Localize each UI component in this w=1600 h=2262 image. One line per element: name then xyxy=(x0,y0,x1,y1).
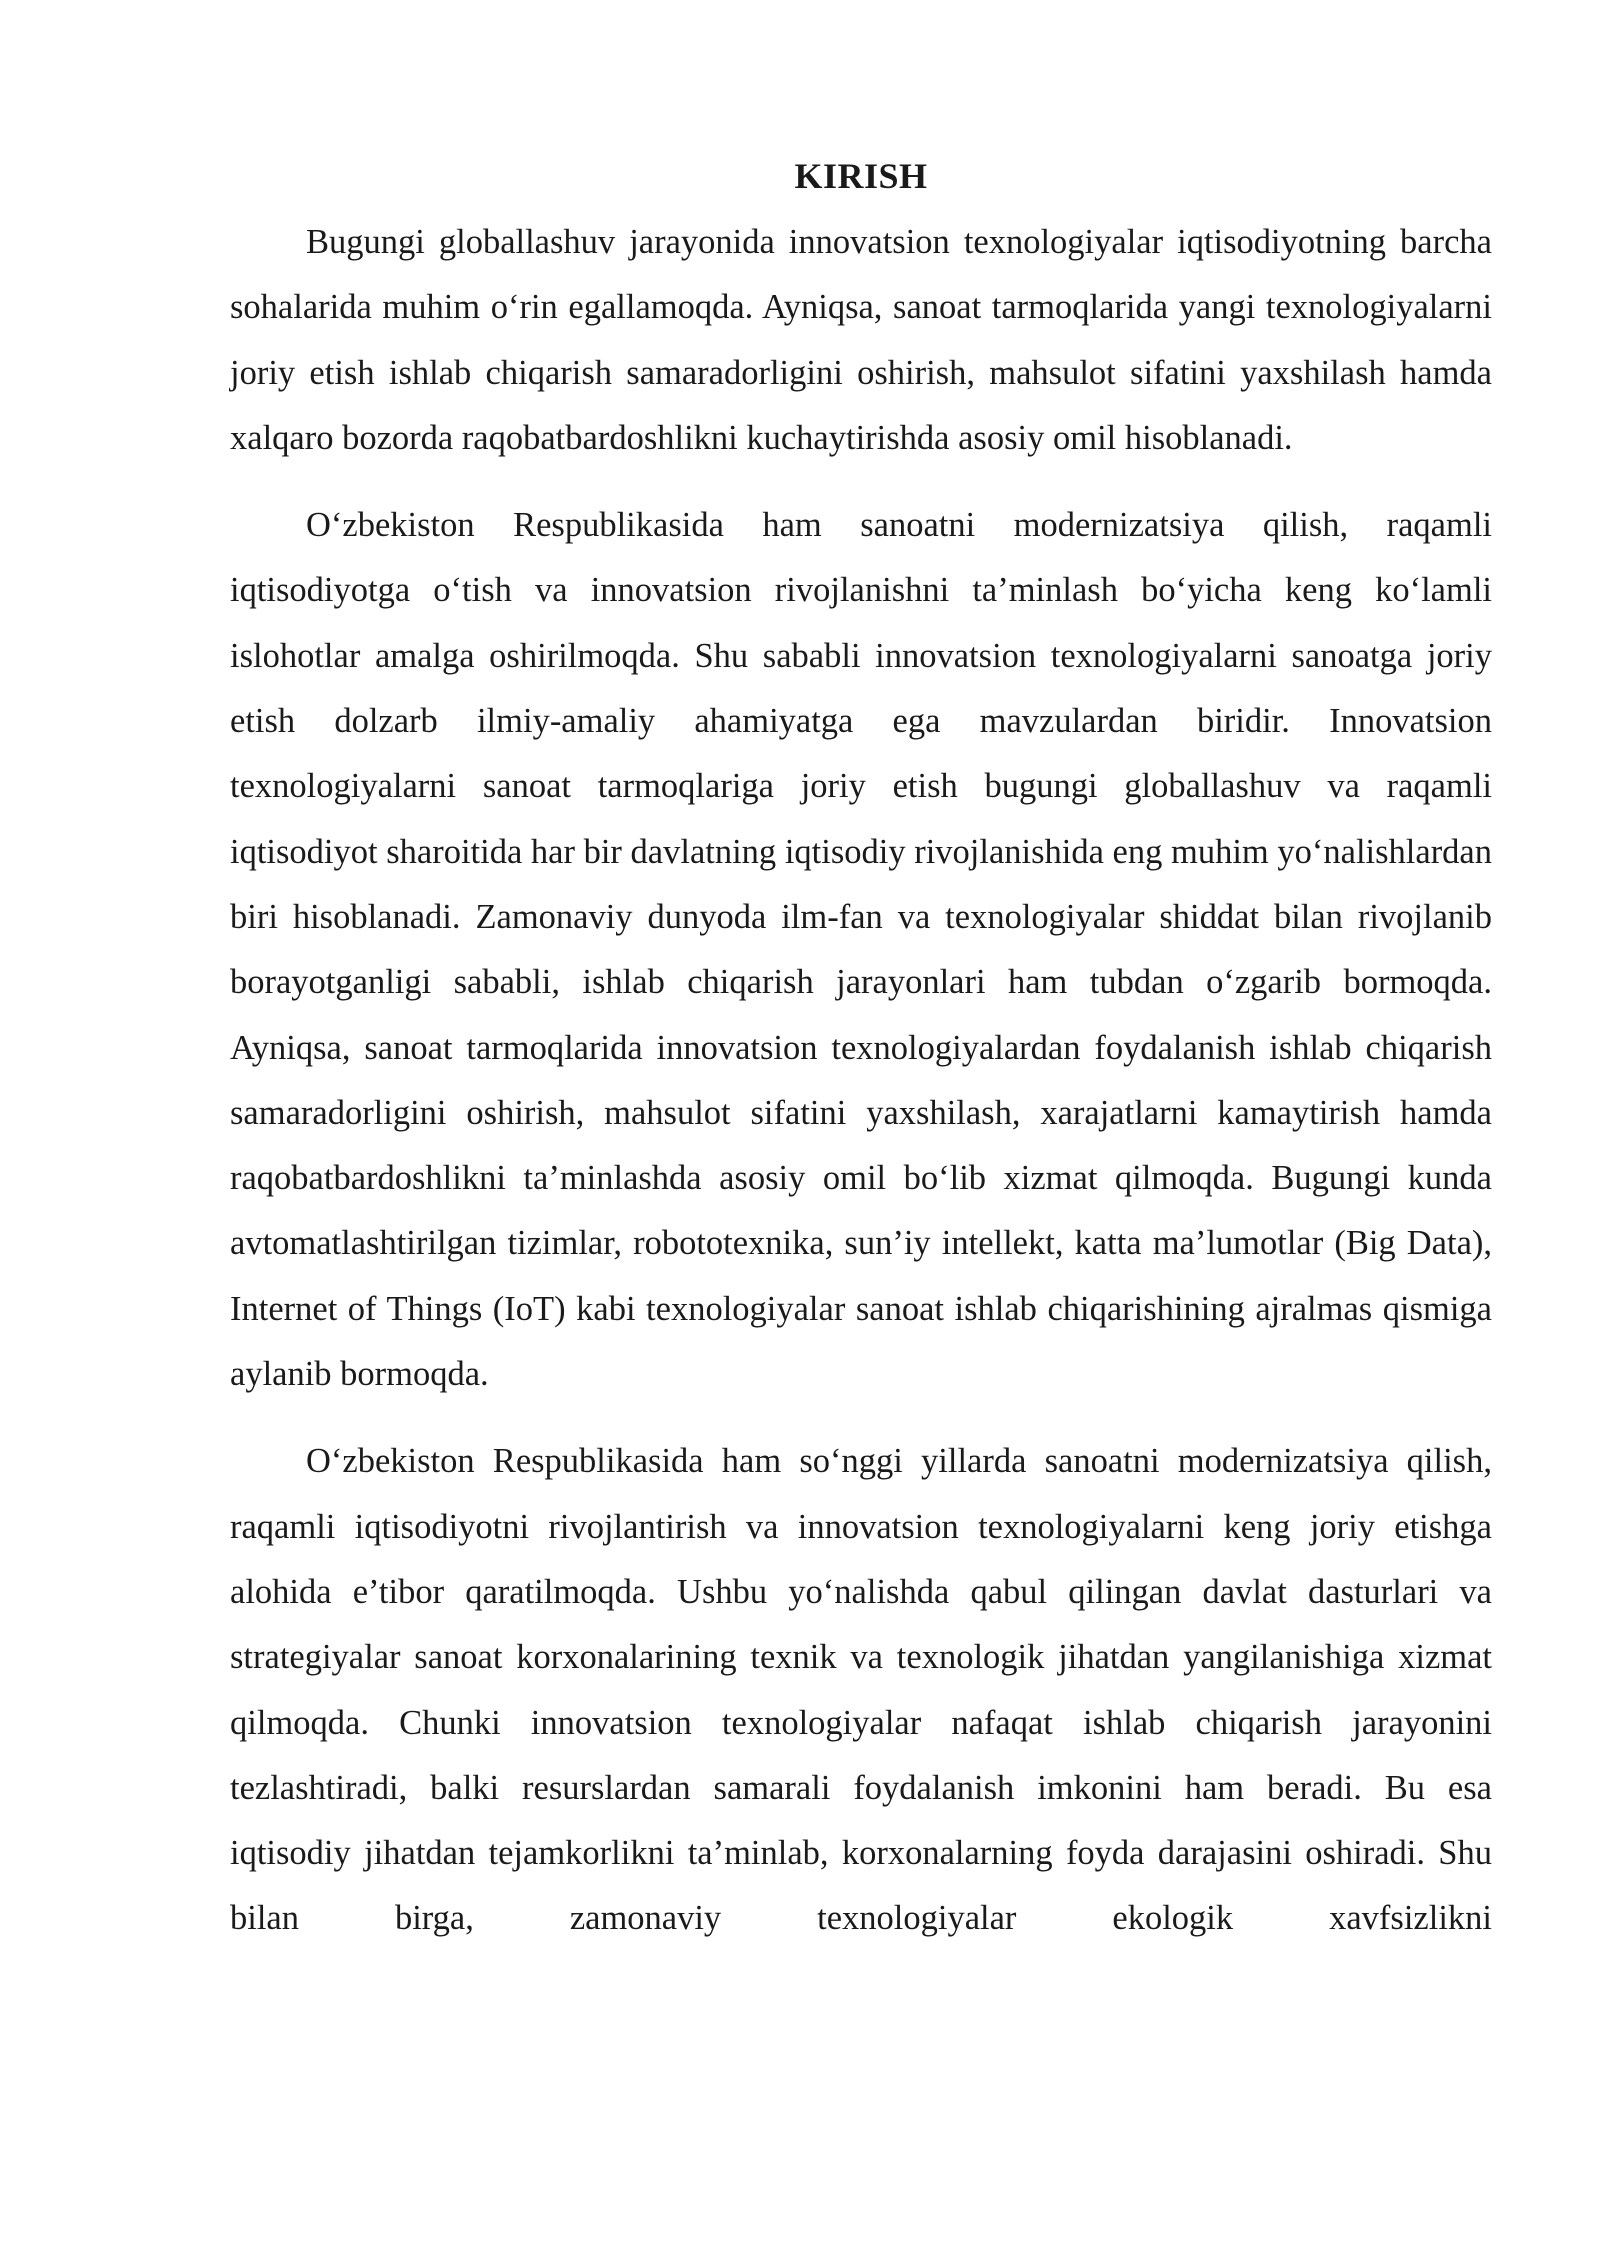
paragraph-2: O‘zbekiston Respublikasida ham sanoatni modernizatsiya qilish, raqamli iqtisodiyotga o‘tish va innovatsion rivojlanishni ta’minlash bo‘yicha keng ko‘lamli islohotlar amalga oshirilmoqda. Shu sababli innovatsion texnologiyalarni sanoatga joriy etish dolzarb ilmiy-amaliy ahamiyatga ega mavzulardan biridir. Innovatsion texnologiyalarni sanoat tarmoqlariga joriy etish bugungi globallashuv va raqamli iqtisodiyot sharoitida har bir davlatning iqtisodiy rivojlanishida eng muhim yo‘nalishlardan biri hisoblanadi. Zamonaviy dunyoda ilm-fan va texnologiyalar shiddat bilan rivojlanib borayotganligi sababli, ishlab chiqarish jarayonlari ham tubdan o‘zgarib bormoqda. Ayniqsa, sanoat tarmoqlarida innovatsion texnologiyalardan foydalanish ishlab chiqarish samaradorligini oshirish, mahsulot sifatini yaxshilash, xarajatlarni kamaytirish hamda raqobatbardoshlikni ta’minlashda asosiy omil bo‘lib xizmat qilmoqda. Bugungi kunda avtomatlashtirilgan tizimlar, robototexnika, sun’iy intellekt, katta ma’lumotlar (Big Data), Internet of Things (IoT) kabi texnologiyalar sanoat ishlab chiqarishining ajralmas qismiga aylanib bormoqda. xyxy=(230,506,1492,1394)
paragraph-3: O‘zbekiston Respublikasida ham so‘nggi yillarda sanoatni modernizatsiya qilish, raqamli iqtisodiyotni rivojlantirish va innovatsion texnologiyalarni keng joriy etishga alohida e’tibor qaratilmoqda. Ushbu yo‘nalishda qabul qilingan davlat dasturlari va strategiyalar sanoat korxonalarining texnik va texnologik jihatdan yangilanishiga xizmat qilmoqda. Chunki innovatsion texnologiyalar nafaqat ishlab chiqarish jarayonini tezlashtiradi, balki resurslardan samarali foydalanish imkonini ham beradi. Bu esa iqtisodiy jihatdan tejamkorlikni ta’minlab, korxonalarning foyda darajasini oshiradi. Shu bilan birga, zamonaviy texnologiyalar ekologik xavfsizlikni xyxy=(230,1442,1492,1938)
paragraph-1: Bugungi globallashuv jarayonida innovatsion texnologiyalar iqtisodiyotning barcha sohalarida muhim o‘rin egallamoqda. Ayniqsa, sanoat tarmoqlarida yangi texnologiyalarni joriy etish ishlab chiqarish samaradorligini oshirish, mahsulot sifatini yaxshilash hamda xalqaro bozorda raqobatbardoshlikni kuchaytirishda asosiy omil hisoblanadi. xyxy=(230,223,1492,457)
document-title: KIRISH xyxy=(794,156,928,196)
document-page xyxy=(230,148,1492,1952)
